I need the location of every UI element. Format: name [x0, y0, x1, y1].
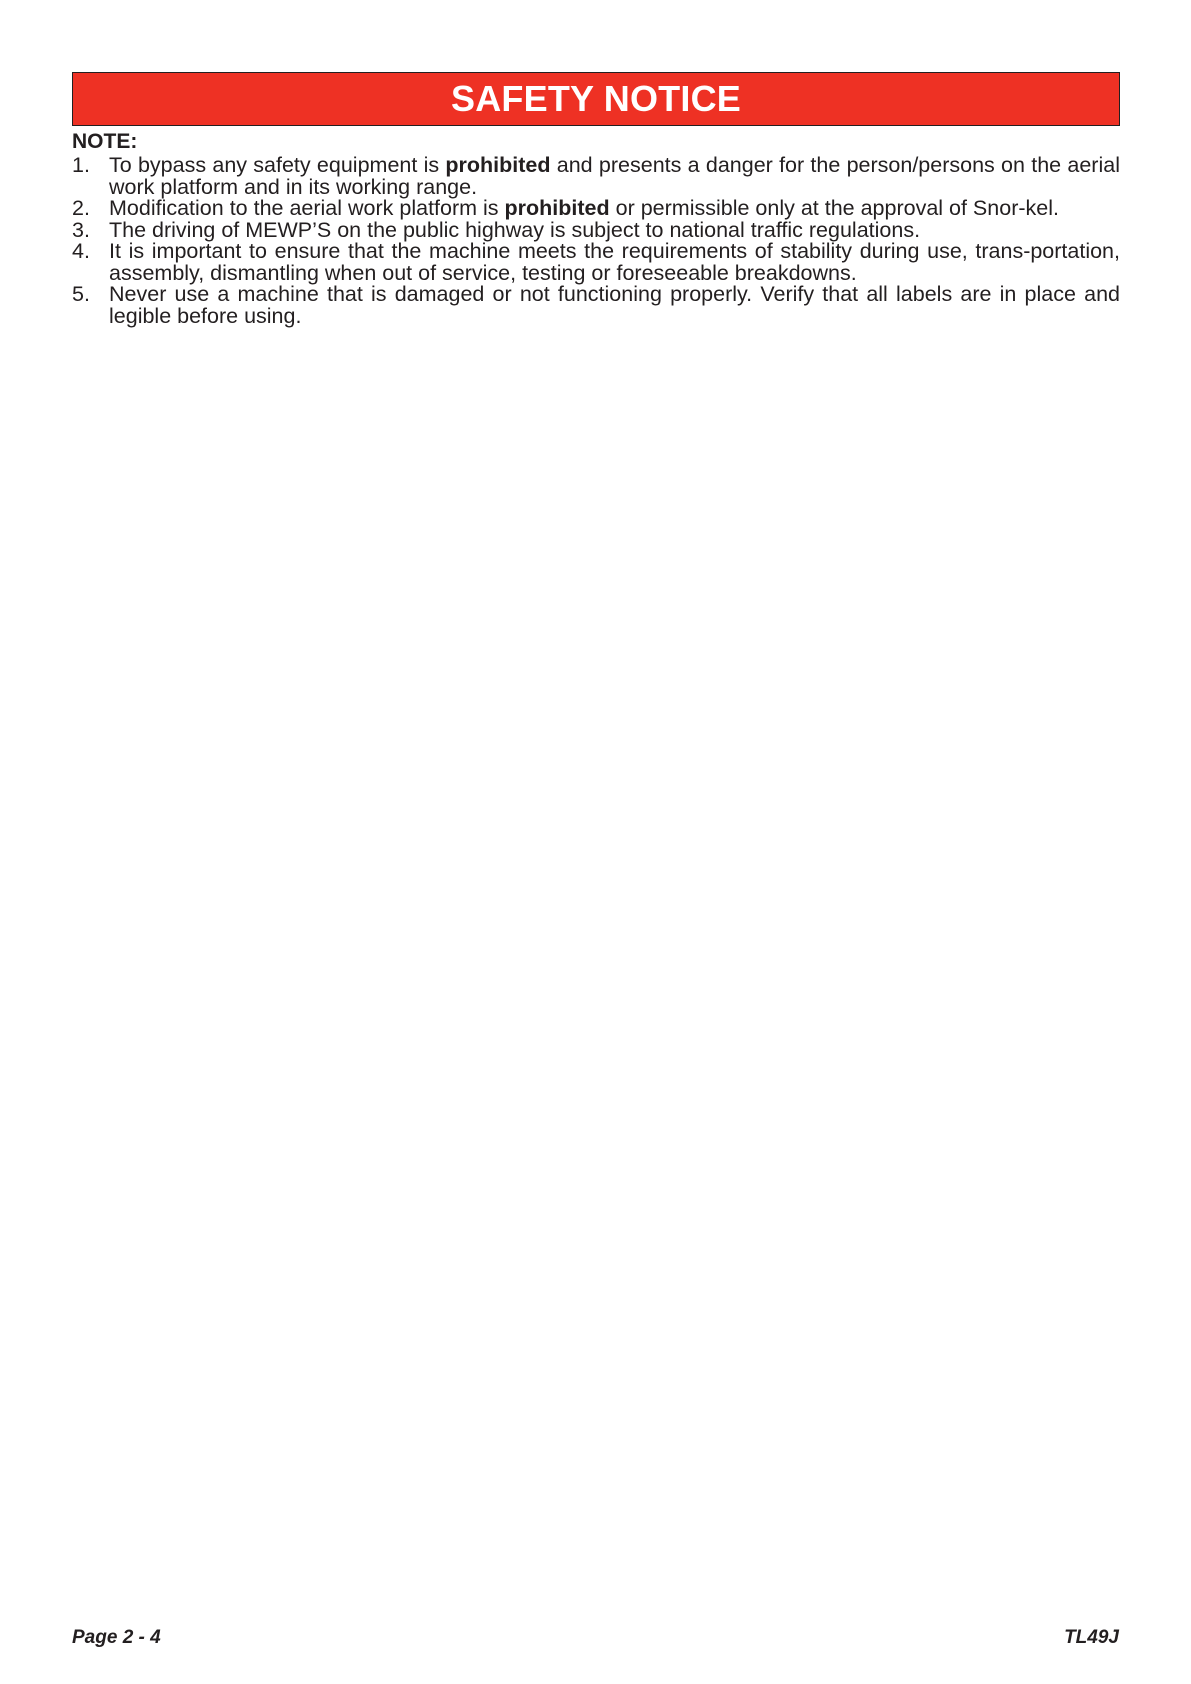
item-number: 3. — [72, 217, 90, 242]
note-item-4 — [72, 241, 1120, 284]
note-label: NOTE: — [72, 130, 138, 153]
note-item-1 — [72, 155, 1120, 198]
note-list — [72, 155, 1120, 327]
item-number: 4. — [72, 239, 90, 263]
item-text-before: To bypass any safety equipment is — [109, 153, 446, 177]
note-item-2 — [72, 198, 1120, 220]
item-text-after: or permissible only at the approval of Snor-kel. — [609, 196, 1059, 220]
item-text: It is important to ensure that the machine meets the requirements of stability during use, trans-portation, assembly, dismantling when out of service, testing or foreseeable breakdowns. — [109, 239, 1120, 285]
item-text: The driving of MEWP’S on the public highway is subject to national traffic regulations. — [109, 217, 921, 242]
note-item-3 — [72, 217, 1120, 242]
item-number: 5. — [72, 282, 90, 306]
footer-page-number: Page 2 - 4 — [72, 1627, 161, 1648]
footer-model: TL49J — [1064, 1627, 1119, 1648]
item-text — [109, 155, 1120, 198]
note-item-5 — [72, 284, 1120, 327]
item-text-before: Modification to the aerial work platform is — [109, 196, 505, 220]
item-number: 1. — [72, 153, 90, 177]
safety-notice-banner — [72, 72, 1120, 126]
item-text-bold: prohibited — [445, 153, 551, 177]
item-text — [109, 198, 1120, 220]
banner-title: SAFETY NOTICE — [451, 78, 741, 119]
item-number: 2. — [72, 196, 90, 220]
item-text-after: and presents a danger for the person/persons on the aerial work platform and in its working range. — [109, 153, 1120, 199]
item-text: Never use a machine that is damaged or not functioning properly. Verify that all labels are in place and legible before using. — [109, 282, 1120, 328]
item-text-bold: prohibited — [504, 196, 610, 220]
